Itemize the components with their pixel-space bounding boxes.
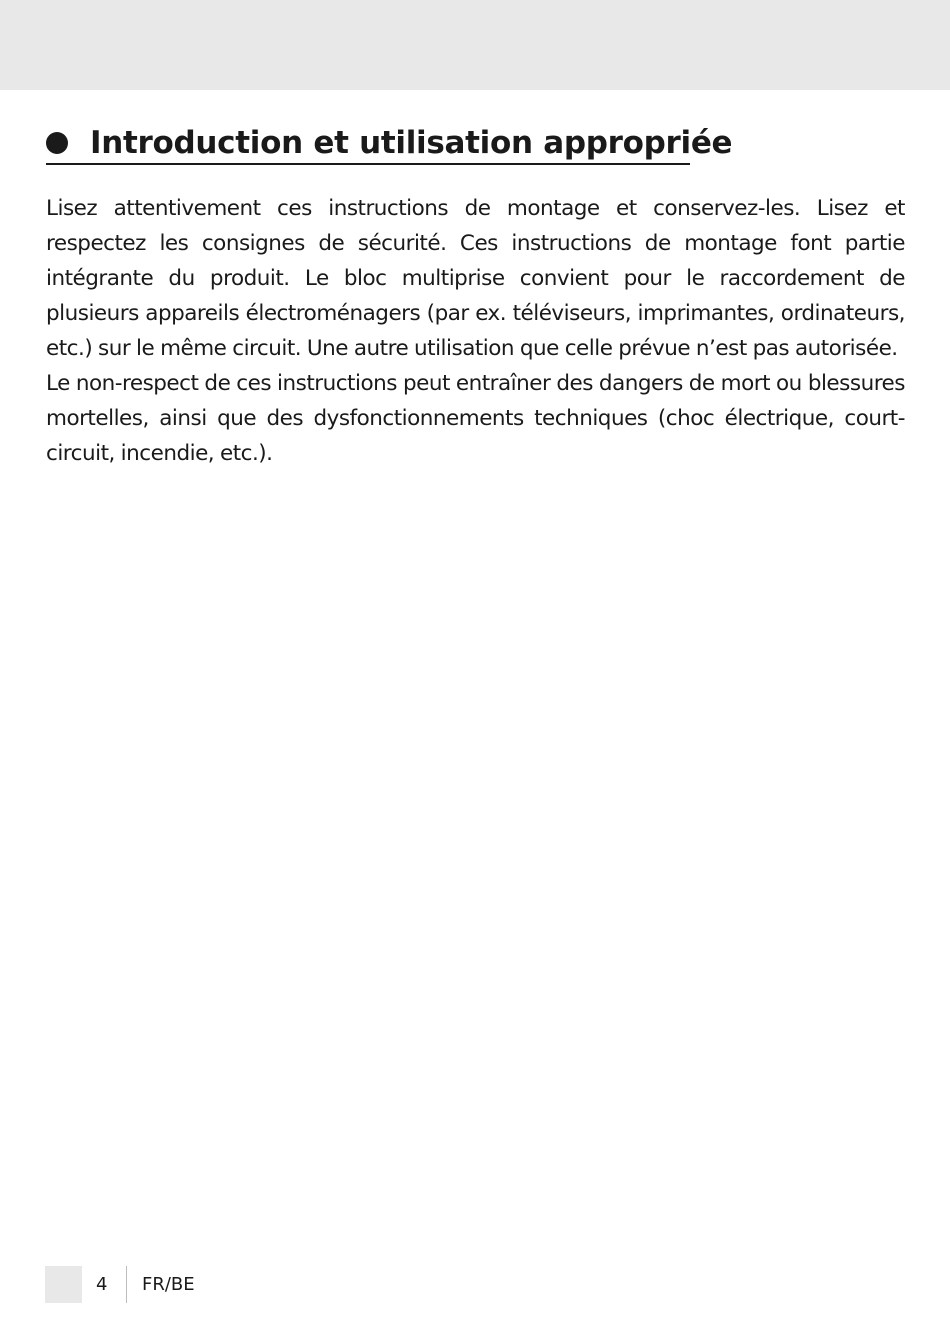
body-text bbox=[46, 191, 905, 471]
bullet-icon bbox=[46, 132, 68, 154]
footer-divider bbox=[126, 1266, 127, 1303]
footer-marker bbox=[45, 1266, 82, 1303]
page-number: 4 bbox=[96, 1274, 108, 1295]
paragraph: Le non-respect de ces instructions peut entraîner des dangers de mort ou blessures mortelles, ainsi que des dysfonctionnements techniques (choc électrique, court-circuit, incendie, etc.). bbox=[46, 371, 905, 466]
section-title: Introduction et utilisation appropriée bbox=[90, 125, 733, 161]
header-band bbox=[0, 0, 950, 90]
heading-underline bbox=[46, 163, 690, 165]
language-code: FR/BE bbox=[142, 1274, 195, 1295]
paragraph: Lisez attentivement ces instructions de montage et conservez-les. Lisez et respectez les consignes de sécurité. Ces instructions de montage font partie intégrante du produit. Le bloc multiprise convient pour le raccordement de plusieurs appareils électroménagers (par ex. téléviseurs, imprimantes, ordinateurs, etc.) sur le même circuit. Une autre utilisation que celle prévue n’est pas autorisée. bbox=[46, 196, 905, 361]
section-heading bbox=[46, 124, 732, 162]
